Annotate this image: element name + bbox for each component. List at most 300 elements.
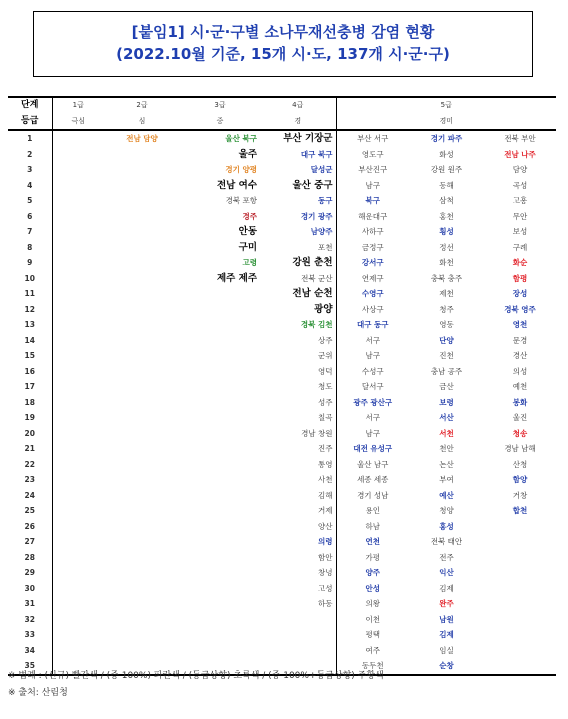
table-cell xyxy=(336,178,409,194)
table-cell xyxy=(409,333,484,349)
table-cell xyxy=(104,364,180,380)
region-name: 의왕 xyxy=(365,599,380,609)
row-number: 34 xyxy=(8,643,52,659)
table-cell xyxy=(180,348,260,364)
table-cell xyxy=(484,395,556,411)
table-cell xyxy=(336,130,409,147)
table-cell xyxy=(260,457,336,473)
table-cell xyxy=(409,550,484,566)
region-name: 남양주 xyxy=(310,227,333,237)
table-cell xyxy=(484,333,556,349)
legend-note: ※ 범례 : (신규) 빨간색 / (증 100%) 파란색 / (등급상향) 초록색 / (증 100%+등급상향) 주황색 xyxy=(8,671,384,681)
row-number: 3 xyxy=(8,162,52,178)
table-cell xyxy=(104,534,180,550)
grade-5: 경미 xyxy=(336,114,556,131)
table-row xyxy=(8,488,556,504)
table-cell xyxy=(484,472,556,488)
table-cell xyxy=(484,317,556,333)
table-row xyxy=(8,302,556,318)
row-number: 11 xyxy=(8,286,52,302)
table-row xyxy=(8,224,556,240)
table-cell xyxy=(180,503,260,519)
region-name: 성주 xyxy=(318,397,333,407)
table-cell xyxy=(336,255,409,271)
region-name: 진천 xyxy=(439,351,454,361)
table-cell xyxy=(52,193,104,209)
table-cell xyxy=(409,379,484,395)
region-name: 정선 xyxy=(439,242,454,252)
table-cell xyxy=(180,550,260,566)
table-cell xyxy=(336,271,409,287)
table-cell xyxy=(336,333,409,349)
region-name: 논산 xyxy=(439,459,454,469)
table-cell xyxy=(260,348,336,364)
row-number: 12 xyxy=(8,302,52,318)
row-number: 27 xyxy=(8,534,52,550)
region-name: 영동 xyxy=(439,320,454,330)
table-cell xyxy=(52,565,104,581)
table-cell xyxy=(336,565,409,581)
table-cell xyxy=(104,147,180,163)
table-cell xyxy=(484,519,556,535)
table-cell xyxy=(484,596,556,612)
table-cell xyxy=(409,596,484,612)
region-name: 영덕 xyxy=(318,366,333,376)
region-name: 화천 xyxy=(439,258,454,268)
region-name: 전주 xyxy=(439,552,454,562)
row-number: 32 xyxy=(8,612,52,628)
row-number: 10 xyxy=(8,271,52,287)
row-number: 4 xyxy=(8,178,52,194)
row-number: 9 xyxy=(8,255,52,271)
table-cell xyxy=(336,643,409,659)
region-name: 포천 xyxy=(318,242,333,252)
region-name: 울산 남구 xyxy=(357,459,389,469)
table-cell xyxy=(260,286,336,302)
table-cell xyxy=(484,410,556,426)
region-name: 금정구 xyxy=(361,242,384,252)
table-row xyxy=(8,519,556,535)
region-name: 남구 xyxy=(365,428,380,438)
row-number: 19 xyxy=(8,410,52,426)
table-cell xyxy=(52,379,104,395)
row-number: 8 xyxy=(8,240,52,256)
table-cell xyxy=(180,395,260,411)
table-cell xyxy=(180,441,260,457)
region-name: 세종 세종 xyxy=(357,475,389,485)
table-cell xyxy=(104,178,180,194)
table-row xyxy=(8,503,556,519)
region-name: 보령 xyxy=(439,397,454,407)
region-name: 달성군 xyxy=(310,165,333,175)
table-cell xyxy=(336,550,409,566)
document-title: [붙임1] 시·군·구별 소나무재선충병 감염 현황 xyxy=(131,23,435,41)
table-cell xyxy=(409,581,484,597)
table-cell xyxy=(260,302,336,318)
table-cell xyxy=(260,426,336,442)
region-name: 부산진구 xyxy=(358,165,388,175)
table-cell xyxy=(52,162,104,178)
table-cell xyxy=(260,503,336,519)
table-cell xyxy=(52,348,104,364)
table-cell xyxy=(336,193,409,209)
table-cell xyxy=(104,550,180,566)
table-cell xyxy=(336,534,409,550)
table-cell xyxy=(180,488,260,504)
region-name: 구미 xyxy=(238,241,257,253)
table-cell xyxy=(52,333,104,349)
table-row xyxy=(8,333,556,349)
table-cell xyxy=(260,271,336,287)
table-cell xyxy=(409,426,484,442)
row-number: 20 xyxy=(8,426,52,442)
region-name: 충남 공주 xyxy=(430,366,463,376)
table-cell xyxy=(260,130,336,147)
table-cell xyxy=(336,503,409,519)
table-cell xyxy=(336,317,409,333)
region-name: 경남 창원 xyxy=(301,428,333,438)
region-name: 구례 xyxy=(512,242,528,252)
table-cell xyxy=(104,271,180,287)
table-cell xyxy=(336,147,409,163)
table-cell xyxy=(260,317,336,333)
region-name: 함양 xyxy=(512,475,528,485)
table-row xyxy=(8,565,556,581)
region-name: 수성구 xyxy=(361,366,384,376)
region-name: 예천 xyxy=(512,382,528,392)
region-name: 광주 광산구 xyxy=(353,397,393,407)
table-cell xyxy=(484,627,556,643)
region-name: 부산 서구 xyxy=(357,134,389,144)
region-name: 강원 원주 xyxy=(430,165,463,175)
region-name: 청양 xyxy=(439,506,454,516)
region-name: 연천 xyxy=(365,537,380,547)
table-cell xyxy=(104,457,180,473)
table-cell xyxy=(409,627,484,643)
table-cell xyxy=(336,224,409,240)
region-name: 남원 xyxy=(439,614,454,624)
table-cell xyxy=(336,612,409,628)
region-name: 보성 xyxy=(512,227,528,237)
region-name: 양주 xyxy=(365,568,380,578)
table-cell xyxy=(336,209,409,225)
table-cell xyxy=(52,488,104,504)
region-name: 전북 군산 xyxy=(301,273,333,283)
table-cell xyxy=(409,472,484,488)
table-cell xyxy=(260,178,336,194)
table-cell xyxy=(104,426,180,442)
table-cell xyxy=(104,503,180,519)
table-cell xyxy=(180,565,260,581)
table-cell xyxy=(484,162,556,178)
region-name: 김해 xyxy=(318,490,333,500)
title-box xyxy=(33,11,533,77)
region-name: 북구 xyxy=(365,196,380,206)
region-name: 경북 포항 xyxy=(225,196,257,206)
table-row xyxy=(8,178,556,194)
row-number: 23 xyxy=(8,472,52,488)
table-cell xyxy=(52,410,104,426)
table-cell xyxy=(260,364,336,380)
row-number: 6 xyxy=(8,209,52,225)
grade-3: 중 xyxy=(180,114,260,131)
table-cell xyxy=(104,488,180,504)
region-name: 울주 xyxy=(238,148,257,160)
table-cell xyxy=(484,271,556,287)
row-number: 26 xyxy=(8,519,52,535)
table-cell xyxy=(336,441,409,457)
table-cell xyxy=(104,612,180,628)
table-row xyxy=(8,472,556,488)
table-cell xyxy=(180,178,260,194)
region-name: 양산 xyxy=(318,521,333,531)
region-name: 충북 충주 xyxy=(430,273,463,283)
region-name: 여주 xyxy=(365,645,380,655)
table-row xyxy=(8,550,556,566)
row-number: 13 xyxy=(8,317,52,333)
region-name: 하동 xyxy=(318,599,333,609)
table-cell xyxy=(409,534,484,550)
region-name: 진주 xyxy=(318,444,333,454)
table-cell xyxy=(484,612,556,628)
table-cell xyxy=(336,519,409,535)
region-name: 고성 xyxy=(318,583,333,593)
table-cell xyxy=(180,519,260,535)
row-number: 16 xyxy=(8,364,52,380)
table-cell xyxy=(104,395,180,411)
region-name: 익산 xyxy=(439,568,454,578)
grade-header-row xyxy=(8,114,556,131)
document-subtitle: (2022.10월 기준, 15개 시·도, 137개 시·군·구) xyxy=(116,45,450,63)
table-cell xyxy=(484,286,556,302)
table-cell xyxy=(484,457,556,473)
table-cell xyxy=(52,534,104,550)
table-cell xyxy=(180,627,260,643)
table-cell xyxy=(409,441,484,457)
table-cell xyxy=(52,627,104,643)
table-cell xyxy=(260,519,336,535)
stage-5: 5급 xyxy=(336,97,556,114)
grade-label: 등급 xyxy=(8,114,52,131)
table-cell xyxy=(260,581,336,597)
table-cell xyxy=(484,658,556,675)
table-cell xyxy=(180,147,260,163)
stage-header-row xyxy=(8,97,556,114)
table-cell xyxy=(52,209,104,225)
stage-1: 1급 xyxy=(52,97,104,114)
table-cell xyxy=(336,627,409,643)
region-name: 서구 xyxy=(365,335,380,345)
table-cell xyxy=(52,240,104,256)
table-cell xyxy=(180,193,260,209)
table-row xyxy=(8,271,556,287)
table-cell xyxy=(336,395,409,411)
region-name: 남구 xyxy=(365,351,380,361)
table-cell xyxy=(409,348,484,364)
table-cell xyxy=(409,457,484,473)
table-cell xyxy=(409,286,484,302)
table-cell xyxy=(104,333,180,349)
region-name: 통영 xyxy=(318,459,333,469)
region-name: 남구 xyxy=(365,180,380,190)
table-row xyxy=(8,612,556,628)
table-cell xyxy=(484,193,556,209)
table-cell xyxy=(336,162,409,178)
region-name: 담양 xyxy=(512,165,528,175)
region-name: 화성 xyxy=(439,149,454,159)
table-cell xyxy=(52,426,104,442)
table-cell xyxy=(336,302,409,318)
region-name: 함안 xyxy=(318,552,333,562)
table-cell xyxy=(409,317,484,333)
table-cell xyxy=(180,410,260,426)
table-cell xyxy=(180,224,260,240)
table-row xyxy=(8,534,556,550)
table-cell xyxy=(52,147,104,163)
region-name: 무안 xyxy=(512,211,528,221)
region-name: 안동 xyxy=(238,226,257,238)
region-name: 부산 기장군 xyxy=(283,133,333,145)
row-number: 5 xyxy=(8,193,52,209)
table-cell xyxy=(484,302,556,318)
table-cell xyxy=(104,286,180,302)
table-row xyxy=(8,410,556,426)
table-cell xyxy=(180,333,260,349)
table-cell xyxy=(52,224,104,240)
region-name: 연제구 xyxy=(361,273,384,283)
table-cell xyxy=(484,348,556,364)
region-name: 부여 xyxy=(439,475,454,485)
table-row xyxy=(8,162,556,178)
table-cell xyxy=(336,426,409,442)
table-cell xyxy=(260,395,336,411)
table-cell xyxy=(409,240,484,256)
region-name: 하남 xyxy=(365,521,380,531)
row-number: 2 xyxy=(8,147,52,163)
region-name: 천안 xyxy=(439,444,454,454)
region-name: 울진 xyxy=(512,413,528,423)
notes xyxy=(8,668,384,702)
row-number: 28 xyxy=(8,550,52,566)
region-name: 울산 중구 xyxy=(292,179,333,191)
table-cell xyxy=(409,130,484,147)
row-number: 21 xyxy=(8,441,52,457)
table-cell xyxy=(484,426,556,442)
table-cell xyxy=(260,240,336,256)
table-cell xyxy=(409,178,484,194)
region-name: 영천 xyxy=(512,320,528,330)
table-row xyxy=(8,286,556,302)
region-name: 고흥 xyxy=(512,196,528,206)
region-name: 영도구 xyxy=(361,149,384,159)
region-name: 칠곡 xyxy=(318,413,333,423)
table-cell xyxy=(180,426,260,442)
region-name: 경기 파주 xyxy=(430,134,463,144)
row-number: 1 xyxy=(8,130,52,147)
table-cell xyxy=(484,255,556,271)
table-cell xyxy=(52,643,104,659)
stage-label: 단계 xyxy=(8,97,52,114)
region-name: 의령 xyxy=(318,537,333,547)
stage-3: 3급 xyxy=(180,97,260,114)
region-name: 제천 xyxy=(439,289,454,299)
region-name: 화순 xyxy=(512,258,528,268)
table-row xyxy=(8,130,556,147)
table-cell xyxy=(52,596,104,612)
table-cell xyxy=(104,224,180,240)
region-name: 전남 여수 xyxy=(216,179,257,191)
table-cell xyxy=(180,209,260,225)
table-cell xyxy=(336,379,409,395)
table-cell xyxy=(180,457,260,473)
table-cell xyxy=(336,457,409,473)
table-row xyxy=(8,395,556,411)
table-cell xyxy=(104,240,180,256)
table-cell xyxy=(260,333,336,349)
table-cell xyxy=(260,627,336,643)
region-name: 임실 xyxy=(439,645,454,655)
table-row xyxy=(8,193,556,209)
region-name: 대구 북구 xyxy=(300,149,333,159)
table-cell xyxy=(409,271,484,287)
table-cell xyxy=(52,130,104,147)
region-name: 제주 제주 xyxy=(216,272,257,284)
table-cell xyxy=(409,643,484,659)
table-cell xyxy=(104,193,180,209)
row-number: 33 xyxy=(8,627,52,643)
row-number: 25 xyxy=(8,503,52,519)
grade-2: 심 xyxy=(104,114,180,131)
region-name: 청도 xyxy=(318,382,333,392)
region-name: 군위 xyxy=(318,351,333,361)
table-cell xyxy=(260,643,336,659)
table-cell xyxy=(104,643,180,659)
row-number: 22 xyxy=(8,457,52,473)
row-number: 35 xyxy=(8,658,52,675)
table-cell xyxy=(180,286,260,302)
table-cell xyxy=(260,472,336,488)
table-row xyxy=(8,255,556,271)
table-cell xyxy=(260,565,336,581)
table-cell xyxy=(104,627,180,643)
table-cell xyxy=(180,302,260,318)
table-cell xyxy=(484,147,556,163)
region-name: 경주 xyxy=(242,211,257,221)
table-cell xyxy=(409,503,484,519)
region-name: 동해 xyxy=(439,180,454,190)
table-cell xyxy=(52,364,104,380)
row-number: 29 xyxy=(8,565,52,581)
table-cell xyxy=(104,130,180,147)
region-name: 경기 양평 xyxy=(225,165,257,175)
table-cell xyxy=(180,612,260,628)
region-name: 단양 xyxy=(439,335,454,345)
region-name: 봉화 xyxy=(512,397,528,407)
table-cell xyxy=(409,519,484,535)
table-cell xyxy=(409,209,484,225)
table-cell xyxy=(484,364,556,380)
table-cell xyxy=(409,658,484,675)
region-name: 경북 영주 xyxy=(504,304,536,314)
table-cell xyxy=(260,612,336,628)
table-cell xyxy=(409,147,484,163)
table-cell xyxy=(52,271,104,287)
table-cell xyxy=(52,317,104,333)
table-cell xyxy=(484,488,556,504)
table-cell xyxy=(104,519,180,535)
table-cell xyxy=(484,565,556,581)
region-name: 전남 나주 xyxy=(504,149,536,159)
